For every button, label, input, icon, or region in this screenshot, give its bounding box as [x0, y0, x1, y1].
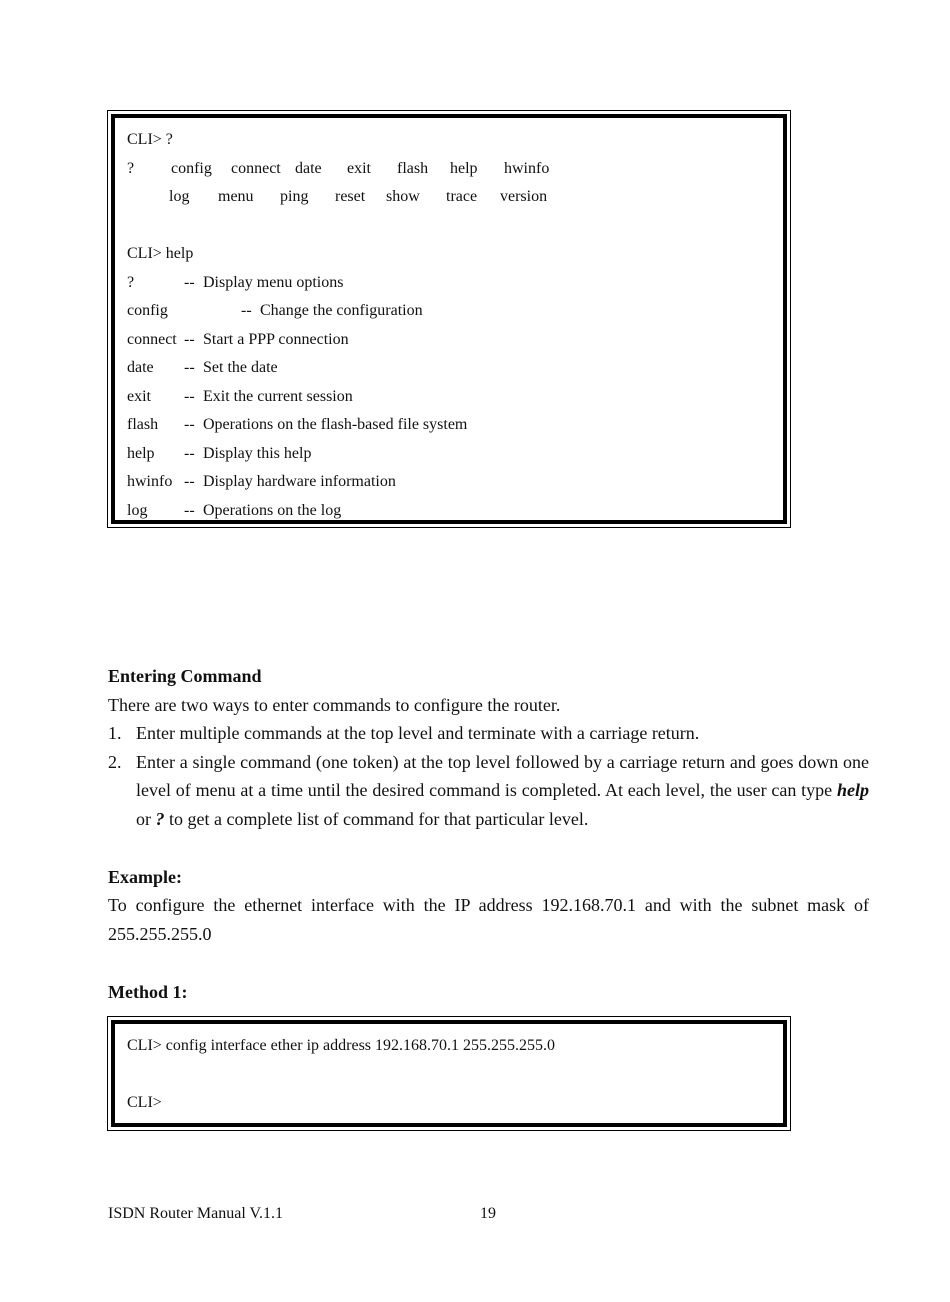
help-desc: Exit the current session — [203, 387, 353, 405]
menu-cmd: log — [169, 188, 190, 205]
help-sep: -- — [184, 330, 195, 348]
help-row — [127, 297, 783, 326]
help-row — [127, 440, 783, 469]
help-cmd: config — [127, 302, 168, 319]
help-row — [127, 269, 783, 298]
emph-question: ? — [155, 808, 165, 829]
menu-cmd: version — [500, 188, 548, 205]
help-sep: -- — [184, 359, 195, 376]
help-desc: Operations on the flash-based file system — [203, 416, 468, 433]
page-number: 19 — [480, 1205, 496, 1222]
cli-command-line: CLI> config interface ether ip address 192.168.70.1 255.255.255.0 — [127, 1037, 556, 1054]
menu-cmd: ping — [280, 188, 309, 205]
help-cmd: ? — [127, 273, 135, 291]
menu-row-2 — [127, 183, 783, 212]
example-text: To configure the ethernet interface with the IP address 192.168.70.1 and with the subnet mask of 255.255.255.0 — [108, 895, 869, 944]
help-desc: Display this help — [203, 444, 312, 462]
list-item — [108, 748, 869, 834]
help-row — [127, 411, 783, 440]
help-desc: Display menu options — [203, 273, 344, 291]
help-sep: -- — [184, 473, 195, 490]
help-desc: Display hardware information — [203, 473, 396, 490]
menu-cmd: trace — [446, 188, 478, 205]
emph-help: help — [836, 780, 869, 800]
help-cmd: hwinfo — [127, 473, 173, 490]
menu-row-1 — [127, 155, 783, 184]
help-cmd: exit — [127, 387, 151, 405]
help-desc: Change the configuration — [260, 302, 423, 319]
help-cmd: date — [127, 359, 154, 376]
list-text-part: to get a complete list of command for that particular level. — [164, 808, 589, 829]
menu-cmd: config — [171, 159, 212, 177]
list-text-part: Enter a single command (one token) at the top level followed by a carriage return and goes down one level of menu at a time until the desired command is completed. At each level, the user can type — [136, 751, 869, 800]
menu-cmd: exit — [347, 159, 371, 177]
help-sep: -- — [184, 273, 195, 291]
cli-output-box-menu — [107, 110, 791, 528]
help-cmd: connect — [127, 330, 177, 348]
help-cmd: log — [127, 501, 148, 519]
help-sep: -- — [184, 501, 195, 519]
help-cmd: flash — [127, 416, 159, 433]
cli-output-box-method — [107, 1016, 791, 1131]
list-item — [108, 719, 869, 748]
menu-cmd: hwinfo — [504, 159, 550, 177]
help-desc: Start a PPP connection — [203, 330, 349, 348]
list-text: Enter multiple commands at the top level and terminate with a carriage return. — [136, 723, 700, 743]
cli-output-inner — [111, 1020, 787, 1127]
cli-output-inner — [111, 114, 787, 524]
list-number: 2. — [108, 751, 122, 772]
help-sep: -- — [241, 302, 252, 319]
help-row — [127, 468, 783, 497]
menu-cmd: menu — [218, 188, 254, 205]
menu-cmd: connect — [231, 159, 281, 177]
cli-prompt-line: CLI> ? — [127, 131, 173, 148]
menu-cmd: show — [386, 188, 420, 205]
help-desc: Set the date — [203, 359, 278, 376]
list-number: 1. — [108, 723, 122, 743]
cli-help-prompt: CLI> help — [127, 245, 194, 262]
menu-cmd: ? — [127, 159, 135, 177]
cli-prompt-line: CLI> — [127, 1094, 162, 1111]
help-row — [127, 383, 783, 412]
method-heading: Method 1: — [108, 981, 188, 1002]
menu-cmd: date — [295, 159, 322, 177]
help-cmd: help — [127, 444, 155, 462]
help-sep: -- — [184, 387, 195, 405]
help-row — [127, 326, 783, 355]
help-sep: -- — [184, 444, 195, 462]
example-heading: Example: — [108, 866, 182, 887]
footer-title: ISDN Router Manual V.1.1 — [108, 1205, 283, 1222]
help-desc: Operations on the log — [203, 501, 342, 519]
help-row — [127, 497, 783, 526]
section-entering-command — [108, 662, 869, 1006]
section-intro: There are two ways to enter commands to configure the router. — [108, 694, 561, 715]
section-heading: Entering Command — [108, 666, 262, 686]
help-row — [127, 354, 783, 383]
help-sep: -- — [184, 416, 195, 433]
list-text-part: or — [136, 808, 156, 829]
menu-cmd: reset — [335, 188, 366, 205]
menu-cmd: flash — [397, 159, 429, 177]
list-text — [136, 752, 869, 829]
menu-cmd: help — [450, 159, 478, 177]
